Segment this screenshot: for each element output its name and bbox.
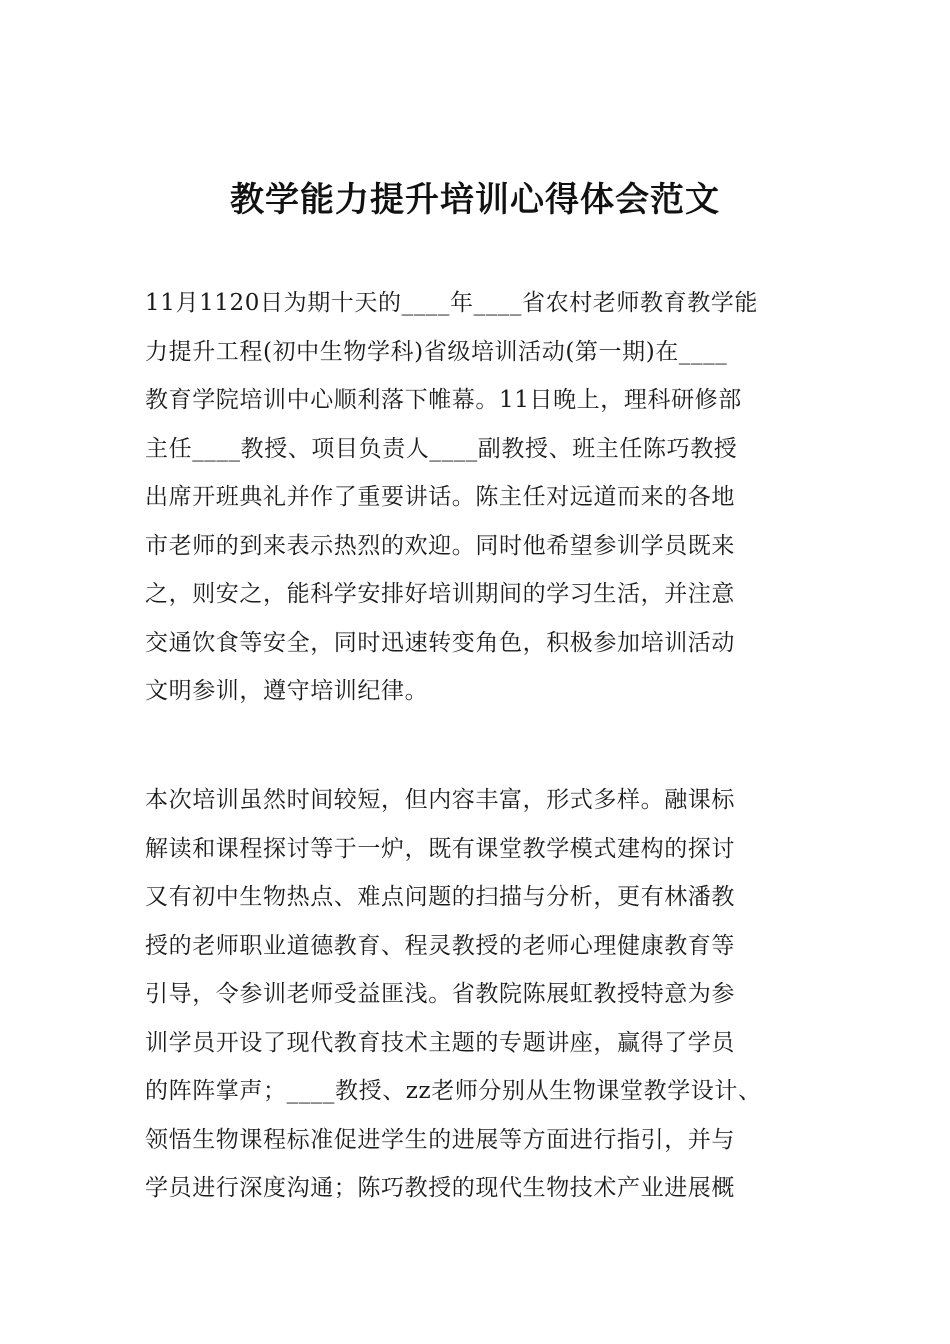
paragraph-line: 市老师的到来表示热烈的欢迎。同时他希望参训学员既来 (145, 532, 735, 559)
paragraph-line: 文明参训，遵守培训纪律。 (145, 678, 429, 704)
paragraph-line: 交通饮食等安全，同时迅速转变角色，积极参加培训活动 (145, 629, 735, 656)
paragraph-line: 解读和课程探讨等于一炉，既有课堂教学模式建构的探讨 (145, 835, 735, 862)
paragraph-line: 授的老师职业道德教育、程灵教授的老师心理健康教育等 (145, 932, 735, 959)
paragraph-line: 引导，令参训老师受益匪浅。省教院陈展虹教授特意为参 (145, 981, 735, 1007)
paragraph-line: 又有初中生物热点、难点问题的扫描与分析，更有林潘教 (145, 884, 735, 910)
paragraph-line: 主任____教授、项目负责人____副教授、班主任陈巧教授 (145, 435, 738, 462)
paragraph-1 (145, 279, 825, 716)
paragraph-line: 力提升工程(初中生物学科)省级培训活动(第一期)在____ (145, 338, 728, 365)
paragraph-line: 领悟生物课程标准促进学生的进展等方面进行指引，并与 (145, 1126, 735, 1153)
paragraph-line: 的阵阵掌声；____教授、zz老师分别从生物课堂教学设计、 (145, 1078, 762, 1104)
paragraph-line: 训学员开设了现代教育技术主题的专题讲座，赢得了学员 (145, 1029, 735, 1056)
paragraph-line: 11月1120日为期十天的____年____省农村老师教育教学能 (145, 290, 758, 316)
paragraph-line: 之，则安之，能科学安排好培训期间的学习生活，并注意 (145, 581, 735, 607)
paragraph-line: 本次培训虽然时间较短，但内容丰富，形式多样。融课标 (145, 787, 735, 813)
paragraph-line: 教育学院培训中心顺利落下帷幕。11日晚上，理科研修部 (145, 387, 742, 413)
paragraph-line: 出席开班典礼并作了重要讲话。陈主任对远道而来的各地 (145, 484, 735, 510)
document-title: 教学能力提升培训心得体会范文 (230, 180, 720, 220)
paragraph-2 (145, 776, 825, 1213)
paragraph-line: 学员进行深度沟通；陈巧教授的现代生物技术产业进展概 (145, 1175, 735, 1201)
